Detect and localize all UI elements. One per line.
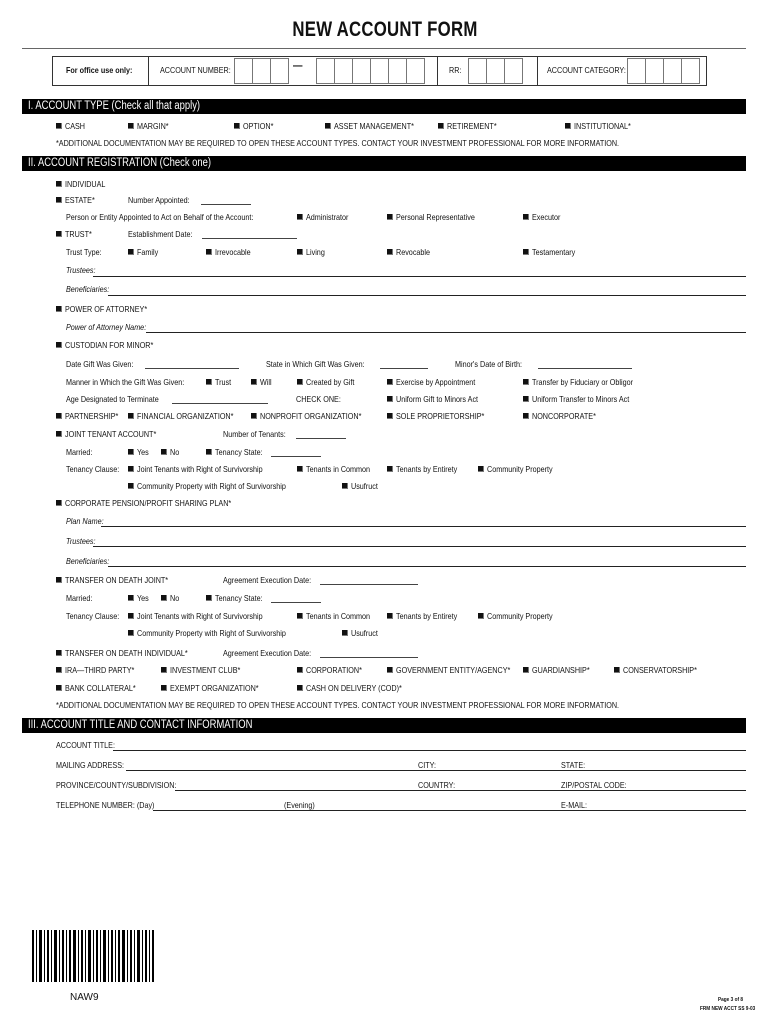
- checkbox-administrator[interactable]: [297, 214, 303, 220]
- number-appointed-field[interactable]: [201, 204, 251, 205]
- section-2-title: II. ACCOUNT REGISTRATION (Check one): [28, 157, 212, 169]
- office-divider-1: [148, 56, 149, 86]
- check-one-label: CHECK ONE:: [296, 394, 341, 404]
- married-no-label: No: [170, 447, 180, 457]
- manner-exercise-label: Exercise by Appointment: [396, 377, 476, 387]
- checkbox-noncorporate[interactable]: [523, 413, 529, 419]
- checkbox-community-ros[interactable]: [128, 483, 134, 489]
- section-2-header: [22, 156, 746, 171]
- pension-beneficiaries-field[interactable]: [108, 566, 746, 567]
- manner-gift-label: Manner in Which the Gift Was Given:: [66, 377, 185, 387]
- corporation-label: CORPORATION*: [306, 665, 362, 675]
- tod-married-no-label: No: [170, 593, 180, 603]
- power-of-attorney-label: POWER OF ATTORNEY*: [65, 304, 148, 314]
- form-title: NEW ACCOUNT FORM: [292, 18, 478, 41]
- checkbox-irrevocable[interactable]: [206, 249, 212, 255]
- partnership-label: PARTNERSHIP*: [65, 411, 119, 421]
- checkbox-ira[interactable]: [56, 667, 62, 673]
- checkbox-investment-club[interactable]: [161, 667, 167, 673]
- plan-name-label: Plan Name:: [66, 516, 104, 526]
- establishment-date-field[interactable]: [202, 238, 297, 239]
- checkbox-tod-community-property[interactable]: [478, 613, 484, 619]
- title-rule: [22, 48, 746, 49]
- jtwros-label: Joint Tenants with Right of Survivorship: [137, 464, 263, 474]
- tod-usufruct-label: Usufruct: [351, 628, 378, 638]
- trust-type-label: Trust Type:: [66, 247, 102, 257]
- minor-dob-field[interactable]: [538, 368, 632, 369]
- tbe-label: Tenants by Entirety: [396, 464, 458, 474]
- office-divider-3: [537, 56, 538, 86]
- option-cash: CASH: [65, 121, 86, 131]
- noncorporate-label: NONCORPORATE*: [532, 411, 596, 421]
- checkbox-pension-plan[interactable]: [56, 500, 62, 506]
- conservatorship-label: CONSERVATORSHIP*: [623, 665, 697, 675]
- checkbox-institutional[interactable]: [565, 123, 571, 129]
- ugma-label: Uniform Gift to Minors Act: [396, 394, 479, 404]
- checkbox-sole-proprietorship[interactable]: [387, 413, 393, 419]
- joint-tenant-label: JOINT TENANT ACCOUNT*: [65, 429, 157, 439]
- tod-tic-label: Tenants in Common: [306, 611, 371, 621]
- poa-name-field[interactable]: [146, 332, 746, 333]
- checkbox-custodian-minor[interactable]: [56, 342, 62, 348]
- checkbox-community-property[interactable]: [478, 466, 484, 472]
- checkbox-testamentary[interactable]: [523, 249, 529, 255]
- state-label: STATE:: [561, 760, 586, 770]
- number-tenants-field[interactable]: [296, 438, 346, 439]
- date-gift-label: Date Gift Was Given:: [66, 359, 134, 369]
- tod-individual-label: TRANSFER ON DEATH INDIVIDUAL*: [65, 648, 188, 658]
- utma-label: Uniform Transfer to Minors Act: [532, 394, 630, 404]
- checkbox-tod-tbe[interactable]: [387, 613, 393, 619]
- account-number-cell[interactable]: [406, 58, 425, 84]
- form-code: NAW9: [70, 992, 99, 1003]
- tod-community-ros-label: Community Property with Right of Survivorship: [137, 628, 286, 638]
- pension-trustees-field[interactable]: [93, 546, 746, 547]
- checkbox-tod-usufruct[interactable]: [342, 630, 348, 636]
- establishment-date-label: Establishment Date:: [128, 229, 193, 239]
- tod-married-label: Married:: [66, 593, 93, 603]
- beneficiaries-label: Beneficiaries:: [66, 284, 110, 294]
- checkbox-tenancy-state[interactable]: [206, 449, 212, 455]
- pension-plan-label: CORPORATE PENSION/PROFIT SHARING PLAN*: [65, 498, 232, 508]
- state-gift-field[interactable]: [380, 368, 428, 369]
- checkbox-asset-management[interactable]: [325, 123, 331, 129]
- checkbox-guardianship[interactable]: [523, 667, 529, 673]
- community-property-label: Community Property: [487, 464, 553, 474]
- account-title-field[interactable]: [113, 750, 746, 751]
- rr-cell[interactable]: [486, 58, 505, 84]
- telephone-field[interactable]: [153, 810, 746, 811]
- living-label: Living: [306, 247, 325, 257]
- tenancy-state-label: Tenancy State:: [215, 447, 263, 457]
- telephone-label: TELEPHONE NUMBER: (Day): [56, 800, 155, 810]
- minor-dob-label: Minor's Date of Birth:: [455, 359, 523, 369]
- account-number-cell[interactable]: [352, 58, 371, 84]
- investment-club-label: INVESTMENT CLUB*: [170, 665, 241, 675]
- tod-tbe-label: Tenants by Entirety: [396, 611, 458, 621]
- checkbox-cash[interactable]: [56, 123, 62, 129]
- individual-label: INDIVIDUAL: [65, 179, 106, 189]
- city-label: CITY:: [418, 760, 437, 770]
- government-entity-label: GOVERNMENT ENTITY/AGENCY*: [396, 665, 511, 675]
- account-category-cell[interactable]: [645, 58, 664, 84]
- checkbox-living[interactable]: [297, 249, 303, 255]
- checkbox-revocable[interactable]: [387, 249, 393, 255]
- checkbox-tod-jtwros[interactable]: [128, 613, 134, 619]
- manner-transfer-label: Transfer by Fiduciary or Obligor: [532, 377, 634, 387]
- checkbox-estate[interactable]: [56, 197, 62, 203]
- rr-cell[interactable]: [468, 58, 487, 84]
- checkbox-manner-will[interactable]: [251, 379, 257, 385]
- checkbox-joint-tenant[interactable]: [56, 431, 62, 437]
- section-3-title: III. ACCOUNT TITLE AND CONTACT INFORMATION: [28, 719, 253, 731]
- pension-trustees-label: Trustees:: [66, 536, 96, 546]
- tenancy-state-field[interactable]: [271, 456, 321, 457]
- financial-organization-label: FINANCIAL ORGANIZATION*: [137, 411, 234, 421]
- manner-trust-label: Trust: [215, 377, 232, 387]
- option-institutional: INSTITUTIONAL*: [574, 121, 631, 131]
- tod-joint-label: TRANSFER ON DEATH JOINT*: [65, 575, 169, 585]
- account-number-cell[interactable]: [316, 58, 335, 84]
- state-gift-label: State in Which Gift Was Given:: [266, 359, 365, 369]
- tod-tenancy-state-label: Tenancy State:: [215, 593, 263, 603]
- account-number-dash: —: [293, 60, 303, 72]
- rr-label: RR:: [449, 65, 462, 75]
- checkbox-tod-tenancy-state[interactable]: [206, 595, 212, 601]
- checkbox-trust[interactable]: [56, 231, 62, 237]
- option-margin: MARGIN*: [137, 121, 169, 131]
- checkbox-tod-joint[interactable]: [56, 577, 62, 583]
- tod-individual-agreement-label: Agreement Execution Date:: [223, 648, 312, 658]
- checkbox-tic[interactable]: [297, 466, 303, 472]
- checkbox-jtwros[interactable]: [128, 466, 134, 472]
- age-designated-label: Age Designated to Terminate: [66, 394, 159, 404]
- checkbox-financial-organization[interactable]: [128, 413, 134, 419]
- tic-label: Tenants in Common: [306, 464, 371, 474]
- checkbox-individual[interactable]: [56, 181, 62, 187]
- checkbox-exempt-organization[interactable]: [161, 685, 167, 691]
- checkbox-cod[interactable]: [297, 685, 303, 691]
- mailing-address-label: MAILING ADDRESS:: [56, 760, 125, 770]
- mailing-address-field[interactable]: [126, 770, 746, 771]
- poa-name-label: Power of Attorney Name:: [66, 322, 147, 332]
- checkbox-tod-married-no[interactable]: [161, 595, 167, 601]
- checkbox-manner-created[interactable]: [297, 379, 303, 385]
- checkbox-personal-representative[interactable]: [387, 214, 393, 220]
- nonprofit-label: NONPROFIT ORGANIZATION*: [260, 411, 362, 421]
- bank-collateral-label: BANK COLLATERAL*: [65, 683, 136, 693]
- trustees-field[interactable]: [93, 276, 746, 277]
- checkbox-option[interactable]: [234, 123, 240, 129]
- checkbox-manner-trust[interactable]: [206, 379, 212, 385]
- tod-individual-agreement-field[interactable]: [320, 657, 418, 658]
- account-category-cell[interactable]: [681, 58, 700, 84]
- checkbox-utma[interactable]: [523, 396, 529, 402]
- estate-label: ESTATE*: [65, 195, 95, 205]
- account-number-cell[interactable]: [370, 58, 389, 84]
- evening-label: (Evening): [284, 800, 315, 810]
- tod-tenancy-state-field[interactable]: [271, 602, 321, 603]
- pension-beneficiaries-label: Beneficiaries:: [66, 556, 110, 566]
- checkbox-tod-married-yes[interactable]: [128, 595, 134, 601]
- option-retirement: RETIREMENT*: [447, 121, 497, 131]
- section-1-header: [22, 99, 746, 114]
- irrevocable-label: Irrevocable: [215, 247, 251, 257]
- executor-label: Executor: [532, 212, 561, 222]
- tod-tenancy-clause-label: Tenancy Clause:: [66, 611, 120, 621]
- section-1-note: *ADDITIONAL DOCUMENTATION MAY BE REQUIRED TO OPEN THESE ACCOUNT TYPES. CONTACT YOUR INVESTMENT PROFESSIONAL FOR MORE INFORMATION.: [56, 138, 620, 148]
- checkbox-retirement[interactable]: [438, 123, 444, 129]
- account-number-cell[interactable]: [388, 58, 407, 84]
- account-number-cell[interactable]: [234, 58, 253, 84]
- checkbox-family[interactable]: [128, 249, 134, 255]
- checkbox-executor[interactable]: [523, 214, 529, 220]
- rr-cell[interactable]: [504, 58, 523, 84]
- checkbox-married-yes[interactable]: [128, 449, 134, 455]
- checkbox-tod-individual[interactable]: [56, 650, 62, 656]
- custodian-minor-label: CUSTODIAN FOR MINOR*: [65, 340, 154, 350]
- plan-name-field[interactable]: [101, 526, 746, 527]
- province-label: PROVINCE/COUNTY/SUBDIVISION:: [56, 780, 177, 790]
- account-number-cell[interactable]: [334, 58, 353, 84]
- sole-proprietorship-label: SOLE PROPRIETORSHIP*: [396, 411, 485, 421]
- checkbox-tod-community-ros[interactable]: [128, 630, 134, 636]
- number-appointed-label: Number Appointed:: [128, 195, 190, 205]
- tod-jtwros-label: Joint Tenants with Right of Survivorship: [137, 611, 263, 621]
- tenancy-clause-label: Tenancy Clause:: [66, 464, 120, 474]
- page-number: Page 3 of 8: [718, 997, 743, 1003]
- trust-label: TRUST*: [65, 229, 92, 239]
- country-label: COUNTRY:: [418, 780, 456, 790]
- checkbox-power-of-attorney[interactable]: [56, 306, 62, 312]
- community-ros-label: Community Property with Right of Survivorship: [137, 481, 286, 491]
- usufruct-label: Usufruct: [351, 481, 378, 491]
- married-label: Married:: [66, 447, 93, 457]
- tod-joint-agreement-field[interactable]: [320, 584, 418, 585]
- person-entity-label: Person or Entity Appointed to Act on Behalf of the Account:: [66, 212, 254, 222]
- number-tenants-label: Number of Tenants:: [223, 429, 286, 439]
- checkbox-nonprofit[interactable]: [251, 413, 257, 419]
- checkbox-married-no[interactable]: [161, 449, 167, 455]
- checkbox-tbe[interactable]: [387, 466, 393, 472]
- checkbox-conservatorship[interactable]: [614, 667, 620, 673]
- account-title-label: ACCOUNT TITLE:: [56, 740, 115, 750]
- revocable-label: Revocable: [396, 247, 431, 257]
- office-use-label: For office use only:: [66, 65, 133, 75]
- barcode: [32, 930, 154, 982]
- checkbox-margin[interactable]: [128, 123, 134, 129]
- checkbox-tod-tic[interactable]: [297, 613, 303, 619]
- exempt-organization-label: EXEMPT ORGANIZATION*: [170, 683, 259, 693]
- ira-label: IRA—THIRD PARTY*: [65, 665, 135, 675]
- testamentary-label: Testamentary: [532, 247, 576, 257]
- tod-community-property-label: Community Property: [487, 611, 553, 621]
- guardianship-label: GUARDIANSHIP*: [532, 665, 590, 675]
- province-field[interactable]: [175, 790, 746, 791]
- account-category-cell[interactable]: [663, 58, 682, 84]
- trustees-label: Trustees:: [66, 265, 96, 275]
- office-divider-2: [437, 56, 438, 86]
- account-number-cell[interactable]: [252, 58, 271, 84]
- section-2-note: *ADDITIONAL DOCUMENTATION MAY BE REQUIRED TO OPEN THESE ACCOUNT TYPES. CONTACT YOUR INVESTMENT PROFESSIONAL FOR MORE INFORMATION.: [56, 700, 620, 710]
- account-number-cell[interactable]: [270, 58, 289, 84]
- administrator-label: Administrator: [306, 212, 349, 222]
- section-1-title: I. ACCOUNT TYPE (Check all that apply): [28, 100, 201, 112]
- option-asset-management: ASSET MANAGEMENT*: [334, 121, 414, 131]
- cod-label: CASH ON DELIVERY (COD)*: [306, 683, 402, 693]
- age-designated-field[interactable]: [172, 403, 268, 404]
- personal-representative-label: Personal Representative: [396, 212, 475, 222]
- checkbox-ugma[interactable]: [387, 396, 393, 402]
- beneficiaries-field[interactable]: [108, 295, 746, 296]
- account-number-label: ACCOUNT NUMBER:: [160, 65, 231, 75]
- checkbox-bank-collateral[interactable]: [56, 685, 62, 691]
- manner-created-label: Created by Gift: [306, 377, 355, 387]
- tod-joint-agreement-label: Agreement Execution Date:: [223, 575, 312, 585]
- married-yes-label: Yes: [137, 447, 149, 457]
- form-id: FRM NEW ACCT SS 9-03: [700, 1006, 756, 1012]
- checkbox-manner-exercise[interactable]: [387, 379, 393, 385]
- family-label: Family: [137, 247, 159, 257]
- account-category-label: ACCOUNT CATEGORY:: [547, 65, 626, 75]
- checkbox-usufruct[interactable]: [342, 483, 348, 489]
- checkbox-government-entity[interactable]: [387, 667, 393, 673]
- section-3-header: [22, 718, 746, 733]
- tod-married-yes-label: Yes: [137, 593, 149, 603]
- manner-will-label: Will: [260, 377, 272, 387]
- checkbox-manner-transfer[interactable]: [523, 379, 529, 385]
- checkbox-corporation[interactable]: [297, 667, 303, 673]
- date-gift-field[interactable]: [145, 368, 239, 369]
- zip-label: ZIP/POSTAL CODE:: [561, 780, 627, 790]
- option-option: OPTION*: [243, 121, 274, 131]
- account-category-cell[interactable]: [627, 58, 646, 84]
- checkbox-partnership[interactable]: [56, 413, 62, 419]
- email-label: E-MAIL:: [561, 800, 588, 810]
